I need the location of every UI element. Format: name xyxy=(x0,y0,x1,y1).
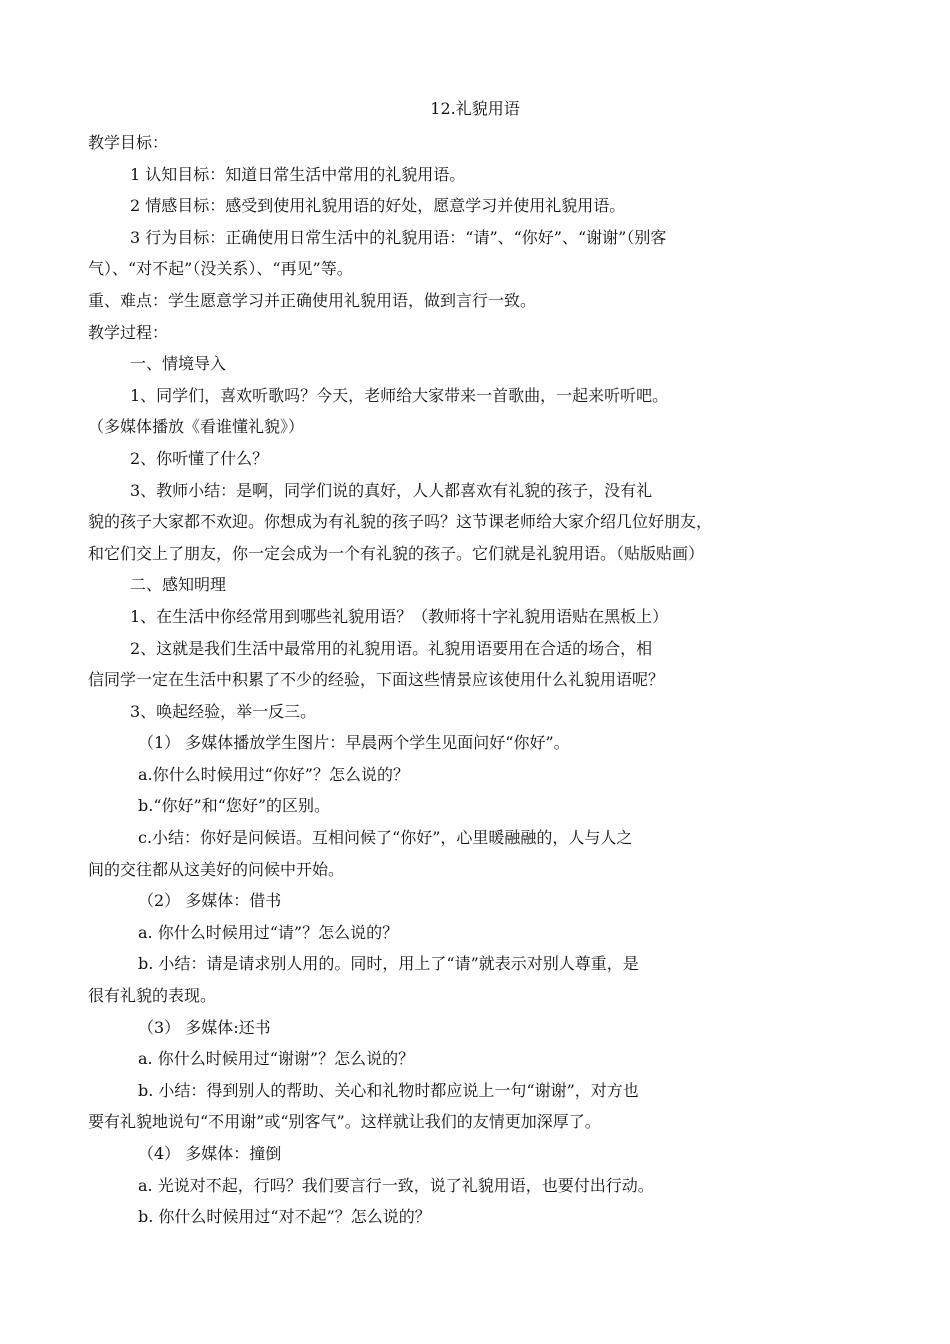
text-line: 间的交往都从这美好的问候中开始。 xyxy=(88,859,345,879)
document-title: 12.礼貌用语 xyxy=(430,99,520,118)
text-line: （3） 多媒体:还书 xyxy=(138,1017,271,1037)
text-line: 信同学一定在生活中积累了不少的经验，下面这些情景应该使用什么礼貌用语呢？ xyxy=(88,670,665,690)
text-line: 一、情境导入 xyxy=(130,354,227,374)
text-line: b. 小结：请是请求别人用的。同时，用上了“请”就表示对别人尊重，是 xyxy=(138,954,639,974)
text-line: b. 你什么时候用过“对不起”？怎么说的？ xyxy=(138,1207,431,1227)
text-line: 2、这就是我们生活中最常用的礼貌用语。礼貌用语要用在合适的场合，相 xyxy=(130,638,653,658)
text-line: a. 光说对不起，行吗？我们要言行一致，说了礼貌用语，也要付出行动。 xyxy=(138,1175,654,1195)
text-line: （1） 多媒体播放学生图片：早晨两个学生见面问好“你好”。 xyxy=(138,733,570,753)
text-line: a. 你什么时候用过“请”？怎么说的？ xyxy=(138,922,399,942)
text-line: 二、感知明理 xyxy=(130,575,227,595)
text-line: 气）、“对不起”（没关系）、“再见”等。 xyxy=(88,259,353,279)
text-line: c.小结：你好是问候语。互相问候了“你好”，心里暖融融的，人与人之 xyxy=(138,828,633,848)
text-line: 3、唤起经验，举一反三。 xyxy=(130,701,317,721)
text-line: 教学目标： xyxy=(88,133,169,152)
text-line: 1、同学们，喜欢听歌吗？今天，老师给大家带来一首歌曲，一起来听听吧。 xyxy=(130,385,669,405)
text-line: 要有礼貌地说句“不用谢”或“别客气”。这样就让我们的友情更加深厚了。 xyxy=(88,1112,601,1132)
text-line: a. 你什么时候用过“谢谢”？怎么说的？ xyxy=(138,1049,415,1069)
text-line: 和它们交上了朋友，你一定会成为一个有礼貌的孩子。它们就是礼貌用语。（贴版贴画） xyxy=(88,543,705,563)
text-line: 重、难点：学生愿意学习并正确使用礼貌用语，做到言行一致。 xyxy=(88,290,537,310)
text-line: 1、在生活中你经常用到哪些礼貌用语？（教师将十字礼貌用语贴在黑板上） xyxy=(130,606,669,626)
text-line: （多媒体播放《看谁懂礼貌》） xyxy=(88,417,305,437)
text-line: 貌的孩子大家都不欢迎。你想成为有礼貌的孩子吗？这节课老师给大家介绍几位好朋友， xyxy=(88,512,713,532)
text-line: b. 小结：得到别人的帮助、关心和礼物时都应说上一句“谢谢”，对方也 xyxy=(138,1080,639,1100)
text-line: 3 行为目标：正确使用日常生活中的礼貌用语：“请”、“你好”、“谢谢”（别客 xyxy=(130,227,667,247)
text-line: 1 认知目标：知道日常生活中常用的礼貌用语。 xyxy=(130,164,466,184)
text-line: a.你什么时候用过“你好”？怎么说的？ xyxy=(138,764,409,784)
text-line: 2、你听懂了什么？ xyxy=(130,448,269,468)
document-body xyxy=(88,127,848,1233)
text-line: 很有礼貌的表现。 xyxy=(88,986,217,1006)
text-line: 3、教师小结：是啊，同学们说的真好，人人都喜欢有礼貌的孩子，没有礼 xyxy=(130,480,653,500)
text-line: 2 情感目标：感受到使用礼貌用语的好处，愿意学习并使用礼貌用语。 xyxy=(130,196,626,216)
text-line: （4） 多媒体：撞倒 xyxy=(138,1144,282,1163)
text-line: 教学过程： xyxy=(88,322,169,342)
text-line: b.“你好”和“您好”的区别。 xyxy=(138,796,331,816)
text-line: （2） 多媒体：借书 xyxy=(138,891,282,911)
